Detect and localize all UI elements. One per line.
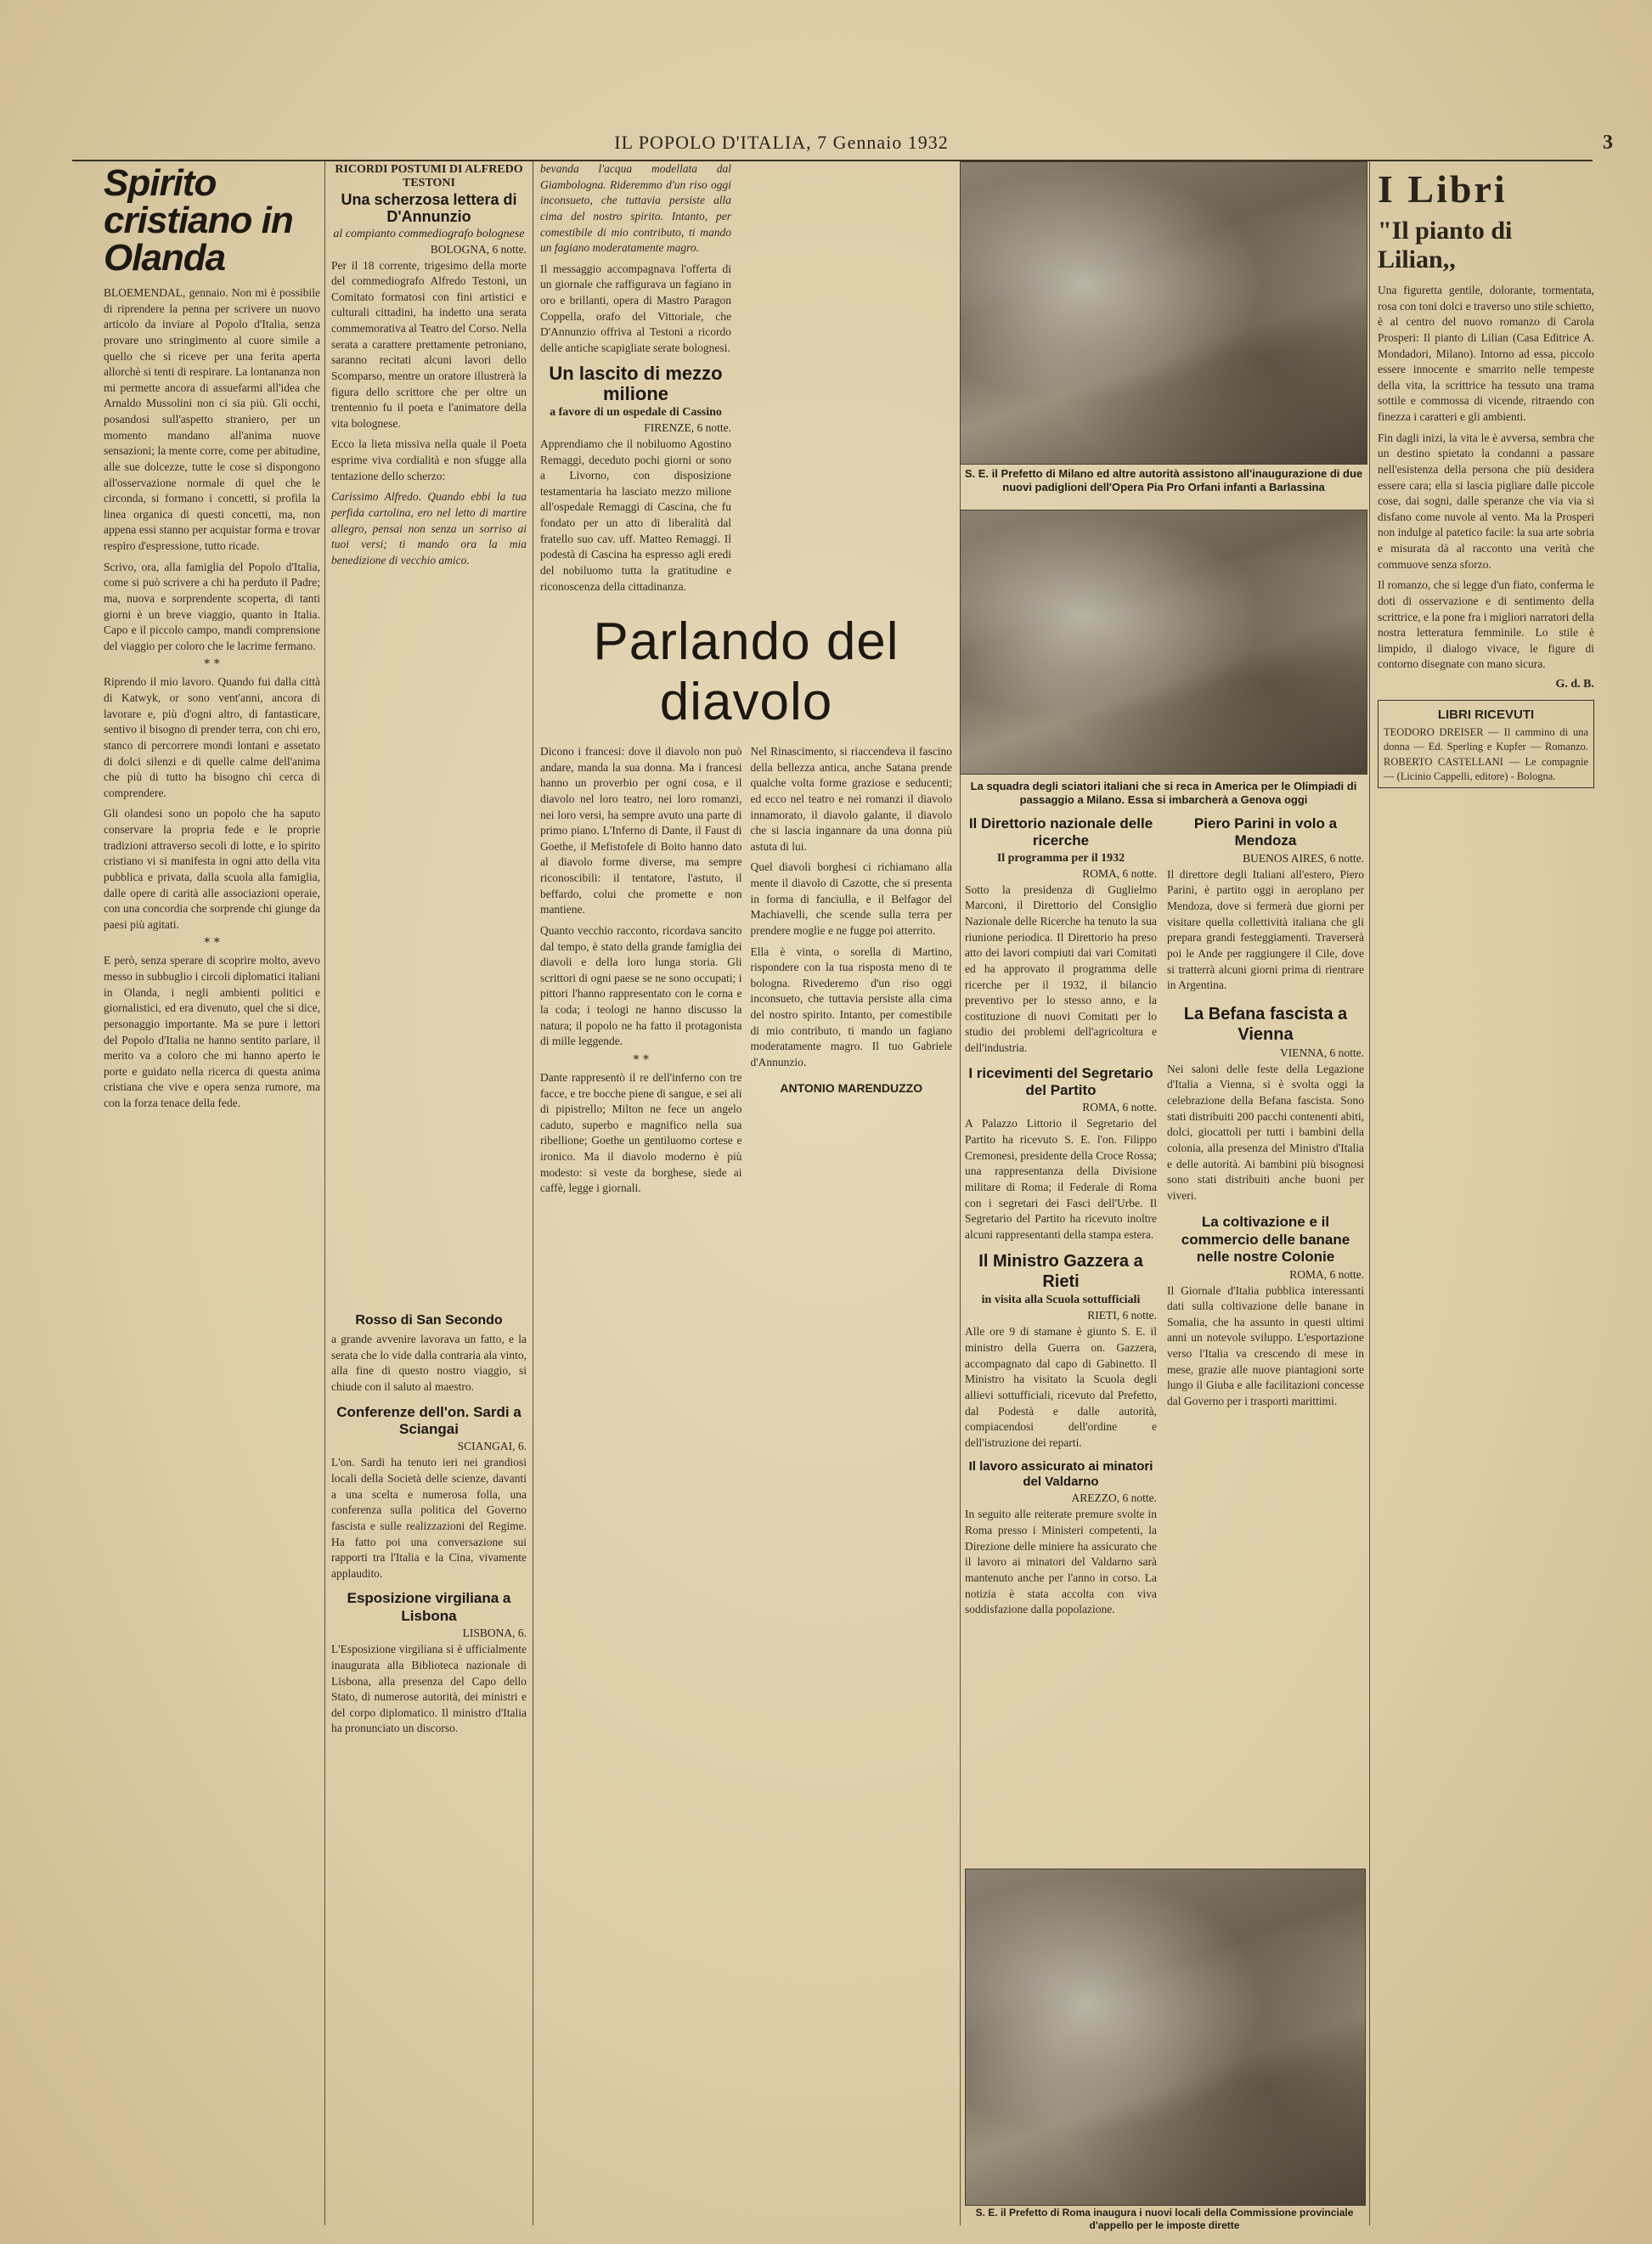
masthead <box>102 126 1614 160</box>
libri-ricevuti-box <box>1378 700 1594 788</box>
article-text: Nei saloni delle feste della Legazione d'Italia a Vienna, si è svolta oggi la celebrazione della Befana fascista. Sono stati distribuiti 200 pacchi contenenti abiti, dolci, giocattoli per tutti i bambini della colonia, alla presenza del Ministro d'Italia e delle autorità. Ai bambini più bisognosi sono stati distribuiti anche buoni per viveri. <box>1167 1062 1364 1202</box>
libri-title: I Libri <box>1378 167 1508 211</box>
article-text: Alle ore 9 di stamane è giunto S. E. il ministro della Guerra on. Gazzera, accompagnato dal capo di Gabinetto. Il Ministro ha visitato la Scuola degli allievi sottufficiali, ricevuto dal Prefetto, dal Podestà e dalle autorità, compiacendosi dell'ordine e dell'istruzione dei reparti. <box>965 1325 1157 1449</box>
article-text: a grande avvenire lavorava un fatto, e la serata che lo vide dalla contraria ala vinto, alla fine di questo nostro viaggio, si chiude con il saluto al maestro. <box>331 1333 527 1394</box>
article-text: Dante rappresentò il re dell'inferno con tre facce, e tre bocche piene di sangue, e sei ali di pipistrello; Milton ne fece un angelo caduto, superbo e magnifico nella sua ribellione; Goethe un gentiluomo cortese e ironico. Ma il diavolo moderno è più modesto: si veste da borghese, siede ai caffè, legge i giornali. <box>540 1070 742 1195</box>
dateline: ROMA, 6 notte. <box>1289 1267 1364 1281</box>
headline-banane: La coltivazione e il commercio delle banane nelle nostre Colonie <box>1181 1214 1350 1266</box>
kicker: RICORDI POSTUMI DI ALFREDO TESTONI <box>335 163 523 189</box>
article-text: Quanto vecchio racconto, ricordava sancito dal tempo, è stato della grande famiglia dei diavoli e della loro lunga storia. Gli scrittori di ogni paese se ne sono occupati; i pittori l'hanno rappresentato con le corna e la coda; i teologi ne hanno discusso la natura; il popolo ne ha fatto il protagonista di mille leggende. <box>540 923 742 1048</box>
separator: * * <box>204 657 220 672</box>
article-text: Quel diavoli borghesi ci richiamano alla mente il diavolo di Cazotte, che si presenta in forma di fanciulla, e il Belfagor del Machiavelli, che scende sulla terra per prendere moglie e ne fugge poi atterrito. <box>750 860 952 937</box>
headline-conferenze: Conferenze dell'on. Sardi a Sciangai <box>336 1403 522 1438</box>
dateline: LISBONA, 6. <box>462 1627 527 1640</box>
article-text: E però, senza sperare di scoprire molto, avevo messo in subbuglio i circoli diplomatici italiani in Olanda, i negli ambienti politici e giornalistici, ed era divenuto, quel che si dice, personaggio importante. Ma se pure i lettori del Popolo d'Italia ne hanno sentito parlare, il merito va a coloro che mi hanno aperto le porte e guidato nella ricerca di questa anima cristiana che vive e opera senza rumore, ma con la forza tenace della fede. <box>104 954 320 1109</box>
column-rule <box>324 161 325 2225</box>
dateline: RIETI, 6 notte. <box>1087 1309 1157 1322</box>
column-rule <box>960 161 961 2225</box>
article-text: Riprendo il mio lavoro. Quando fui dalla città di Katwyk, or sono vent'anni, ancora di lavorare e, più d'ogni altro, di fantasticare, sentivo il bisogno di prender terra, con chi ero, stanco di percorrere mondi lontani e assetato di dolci silenzi e di quelle calme dell'anima che più di tutto ha bisogno chi cerca di comprendere. <box>104 675 320 799</box>
column-lascito <box>540 161 731 595</box>
headline-ricevimenti: I ricevimenti del Segretario del Partito <box>968 1064 1153 1099</box>
subhead: a favore di un ospedale di Cassino <box>550 405 722 419</box>
dateline: ROMA, 6 notte. <box>1082 1101 1157 1114</box>
separator: * * <box>633 1052 649 1067</box>
article-diavolo <box>540 612 952 1197</box>
article-text: Dicono i francesi: dove il diavolo non può andare, manda la sua donna. Ma i francesi hanno un proverbio per ogni cosa, e il diavolo nel loro teatro, nei loro romanzi, nei loro versi, ha sempre avuto una parte di primo piano. L'Inferno di Dante, il Faust di Goethe, il Mefistofele di Boito hanno dato al diavolo forme diverse, ma sempre riconoscibili: il tentatore, l'astuto, il beffardo, colui che promette e non mantiene. <box>540 745 742 916</box>
photo-prefetto-milano <box>960 161 1367 465</box>
headline-lascito: Un lascito di mezzo milione <box>549 362 723 404</box>
column-spirito-cristiano <box>104 161 320 1112</box>
article-text: Il messaggio accompagnava l'offerta di un giornale che raffigurava un fagiano in oro e brillanti, opera di Mastro Paragon Coppella, orafo del Vittoriale, che D'Annunzio offriva al Testoni a ricordo delle antiche scapigliate serate bolognesi. <box>540 262 731 354</box>
column-direttorio <box>965 815 1157 1618</box>
article-text: Per il 18 corrente, trigesimo della morte del commediografo Alfredo Testoni, un Comitato formatosi con fini artistici e culturali cittadini, ha indetto una serata commemorativa al Teatro del Corso. Nella serata a carattere prettamente petroniano, saranno recitati alcuni lavori dello Scomparso, mentre un oratore illustrerà la figura dello scrittore che per oltre un trentennio fu il poeta e l'animatore della vita bolognese. <box>331 258 527 430</box>
dateline: BOLOGNA, 6 notte. <box>430 242 527 256</box>
subhead: in visita alla Scuola sottufficiali <box>981 1294 1141 1307</box>
article-text: Fin dagli inizi, la vita le è avversa, sembra che un destino spietato la condanni a passare nell'esistenza della persona che più desidera essere cara; ella si lascia pigliare dalle piccole cose, dai sogni, dalle speranze che via via si disfano come nuvole al vento. Ma la Prosperi non indulge al patetico facile: la sua arte sobria e misurata dà al racconto una verità che commuove senza sforzo. <box>1378 431 1594 571</box>
article-text: bevanda l'acqua modellata dal Giambologna. Rideremmo d'un riso oggi inconsueto, che tuttavia persiste alla cima del nostro spirito. Intanto, per comestibile di mio contributo, ti mando un fagiano moderatamente magro. <box>540 162 731 255</box>
headline-esposizione: Esposizione virgiliana a Lisbona <box>347 1590 511 1624</box>
dateline: AREZZO, 6 notte. <box>1071 1491 1157 1505</box>
article-text: Il direttore degli Italiani all'estero, Piero Parini, è partito oggi in aeroplano per Mendoza, dove si fermerà due giorni per visitare quella collettività italiana che gli prepara grandi festeggiamenti. Traverserà poi le Ande per raggiungere il Cile, dove si tratterrà alcuni giorni prima di rientrare in Argentina. <box>1167 867 1364 992</box>
article-text: BLOEMENDAL, gennaio. Non mi è possibile di riprendere la penna per scrivere un nuovo articolo da inviare al Popolo d'Italia, senza provare uno stringimento al cuore simile a quello che si riceve per una ferita aperta allorchè si tenti di respirare. La lontananza non mi permette ancora di assuefarmi all'idea che Arnaldo Mussolini non ci sia più. Gli occhi, posandosi sull'aspetto straniero, per un momento mandano all'anima nuove sensazioni; la mente corre, come per abitudine, alle sue dolcezze, tutte le cose si dispongono all'osservazione normale di quel che le circonda, si formano i concetti, si profila la linea organica di questi concetti, ma, non appena essi stanno per acquistar forma e trovar respiro d'espressione, tutto ricade. <box>104 286 320 552</box>
subhead: al compianto commediografo bolognese <box>333 227 525 240</box>
subhead: Il programma per il 1932 <box>996 851 1125 865</box>
headline-valdarno: Il lavoro assicurato ai minatori del Valdarno <box>968 1459 1153 1490</box>
article-text: Nel Rinascimento, si riaccendeva il fascino della bellezza antica, anche Satana prende qualche volta forme graziose e seducenti; ed ecco nel teatro e nei romanzi il diavolo innamorato, il diavolo galante, il diavolo che si lascia ingannare da una donna più astuta di lui. <box>750 745 952 853</box>
photo-prefetto-roma <box>965 1869 1366 2206</box>
article-text: A Palazzo Littorio il Segretario del Partito ha ricevuto S. E. l'on. Filippo Cremonesi, presidente della Croce Rossa; una rappresentanza della Divisione militare di Roma; il Federale di Roma con i segretari dei Fasci dell'Urbe. Il Segretario del Partito ha ricevuto inoltre alcuni rappresentanti della stampa estera. <box>965 1117 1157 1241</box>
headline-diavolo: Parlando del diavolo <box>593 612 899 731</box>
headline-dannunzio: Una scherzosa lettera di D'Annunzio <box>341 191 517 225</box>
article-text: In seguito alle reiterate premure svolte in Roma presso i Ministeri competenti, la Direzione delle miniere ha assicurato che il lavoro ai minatori del Valdarno sarà mantenuto anche per l'anno in corso. La notizia è stata accolta con viva soddisfazione dalla popolazione. <box>965 1508 1157 1616</box>
dateline: VIENNA, 6 notte. <box>1280 1046 1364 1059</box>
article-text: Apprendiamo che il nobiluomo Agostino Remaggi, deceduto pochi giorni or sono a Livorno, con disposizione testamentaria ha lasciato mezzo milione all'ospedale Remaggi di Cascina, che fu fondato per un atto di liberalità dal fratello suo cav. uff. Matteo Remaggi. Il podestà di Cascina ha espresso agli eredi del nobiluomo tutta la gratitudine e riconoscenza della cittadinanza. <box>540 437 731 593</box>
headline-direttorio: Il Direttorio nazionale delle ricerche <box>968 815 1153 849</box>
headline-gazzera: Il Ministro Gazzera a Rieti <box>978 1252 1143 1292</box>
article-text: Una figuretta gentile, dolorante, tormentata, rosa con toni dolci e traverso uno stile schietto, è al centro del nuovo romanzo di Carola Prosperi: Il pianto di Lilian (Casa Editrice A. Mondadori, Milano). Intorno ad essa, piccolo essere innocente e smarrito nelle tempeste della vita, la scrittrice ha tessuto una trama sottile e commossa di vicende, ritraendo con finezza i caratteri e gli ambienti. <box>1378 284 1594 423</box>
column-notizie-estero <box>331 1312 527 1737</box>
photo-caption: S. E. il Prefetto di Roma inaugura i nuovi locali della Commissione provinciale d'appello per le imposte dirette <box>975 2207 1354 2231</box>
box-title: LIBRI RICEVUTI <box>1437 708 1535 722</box>
article-text: Sotto la presidenza di Guglielmo Marconi, il Direttorio del Consiglio Nazionale delle Ricerche ha tenuto la sua riunione periodica. Il Direttorio ha preso atto dei lavori compiuti dai vari Comitati ed ha approvato il programma delle ricerche per il 1932, il bilancio preventivo per lo stesso anno, e la costituzione di nuovi Comitati per lo studio dei problemi dell'agricoltura e dell'industria. <box>965 882 1157 1055</box>
article-text: Scrivo, ora, alla famiglia del Popolo d'Italia, come si può scrivere a chi ha perduto il Padre; ma, nuova e sorprendente scoperta, di tanti giorni è un breve viaggio, quanto in Italia. Capo e il piccolo campo, mandi comprensione del viaggio per coloro che le lacrime fermano. <box>104 560 320 652</box>
article-text: Il Giornale d'Italia pubblica interessanti dati sulla coltivazione delle banane in Somalia, che ha assunto in questi ultimi anni un notevole sviluppo. L'esportazione verso l'Italia va crescendo di mese in mese, grazie alle nuove piantagioni sorte lungo il Giuba e alle facilitazioni concesse dal Governo per i trasporti marittimi. <box>1167 1283 1364 1407</box>
dateline: ROMA, 6 notte. <box>1082 866 1157 880</box>
headline-befana: La Befana fascista a Vienna <box>1183 1004 1348 1044</box>
column-libri <box>1378 166 1594 788</box>
photo-caption: La squadra degli sciatori italiani che si reca in America per le Olimpiadi di passaggio a Milano. Essa si imbarcherà a Genova oggi <box>970 780 1357 807</box>
dateline: BUENOS AIRES, 6 notte. <box>1243 851 1364 865</box>
article-text: Ella è vinta, o sorella di Martino, rispondere con la tua risposta meno di te bologna. Rivederemo d'un riso oggi inconsueto, che tuttavia persiste alla cima del nostro spirito. Intanto, per comestibile di mio contributo, ti mando un fagiano moderatamente magro. Il tuo Gabriele d'Annunzio. <box>750 944 952 1068</box>
box-text: TEODORO DREISER — Il cammino di una donna — Ed. Sperling e Kupfer — Romanzo. ROBERTO CASTELLANI — Le compagnie — (Licinio Cappelli, editore) - Bologna. <box>1384 726 1588 782</box>
headline-parini: Piero Parini in volo a Mendoza <box>1193 815 1338 849</box>
article-text: Il romanzo, che si legge d'un fiato, conferma le doti di osservazione e di sentimento della scrittrice, e la pone fra i migliori narratori della nostra letteratura femminile. Lo stile è limpido, il dialogo vivace, le figure di contorno disegnate con mano sicura. <box>1378 578 1594 671</box>
article-text: Gli olandesi sono un popolo che ha saputo conservare la propria fede e le proprie tradizioni attraverso secoli di lotte, e lo spirito cristiano vi si manifesta in ogni atto della vita pubblica e privata, dalla scuola alla famiglia, dalle opere di carità alle associazioni operaie, con una concordia che sorprende chi giunge da paesi più agitati. <box>104 807 320 931</box>
photo-caption: S. E. il Prefetto di Milano ed altre autorità assistono all'inaugurazione di due nuovi padiglioni dell'Opera Pia Pro Orfani infanti a Barlassina <box>964 467 1363 494</box>
masthead-title: IL POPOLO D'ITALIA, 7 Gennaio 1932 <box>614 132 949 153</box>
signature: G. d. B. <box>1555 678 1594 691</box>
page-number: 3 <box>1603 131 1614 154</box>
article-text: Ecco la lieta missiva nella quale il Poeta esprime viva cordialità e non sfugge alla tentazione dello scherzo: <box>331 437 527 482</box>
article-text: L'Esposizione virgiliana si è ufficialmente inaugurata alla Biblioteca nazionale di Lisbona, alla presenza del Capo dello Stato, di numerose autorità, dei ministri e del corpo diplomatico. Il ministro d'Italia ha pronunciato un discorso. <box>331 1643 527 1735</box>
dateline: FIRENZE, 6 notte. <box>644 420 731 434</box>
headline-rosso: Rosso di San Secondo <box>355 1313 503 1328</box>
photo-sciatori <box>960 510 1367 775</box>
article-text: L'on. Sardi ha tenuto ieri nei grandiosi locali della Società delle scienze, davanti a una scelta e numerosa folla, una conferenza sulla politica del Governo fascista e sulle realizzazioni del Regime. Ha fatto poi una conversazione sui rapporti tra l'Italia e la Cina, vivamente applaudito. <box>331 1456 527 1580</box>
signature: ANTONIO MARENDUZZO <box>780 1080 923 1095</box>
separator: * * <box>204 936 220 950</box>
column-rule <box>1369 161 1370 2225</box>
column-parini <box>1167 815 1364 1410</box>
dateline: SCIANGAI, 6. <box>457 1440 527 1453</box>
libri-subtitle: "Il pianto di Lilian,, <box>1378 217 1513 273</box>
column-dannunzio <box>331 161 527 568</box>
headline-spirito: Spirito cristiano in Olanda <box>104 162 293 279</box>
letter-text: Carissimo Alfredo. Quando ebbi la tua perfida cartolina, ero nel letto di martire allegro, pensai non senza un sorriso ai tuoi versi; ti mando ora la mia benedizione di vecchio amico. <box>331 490 527 567</box>
